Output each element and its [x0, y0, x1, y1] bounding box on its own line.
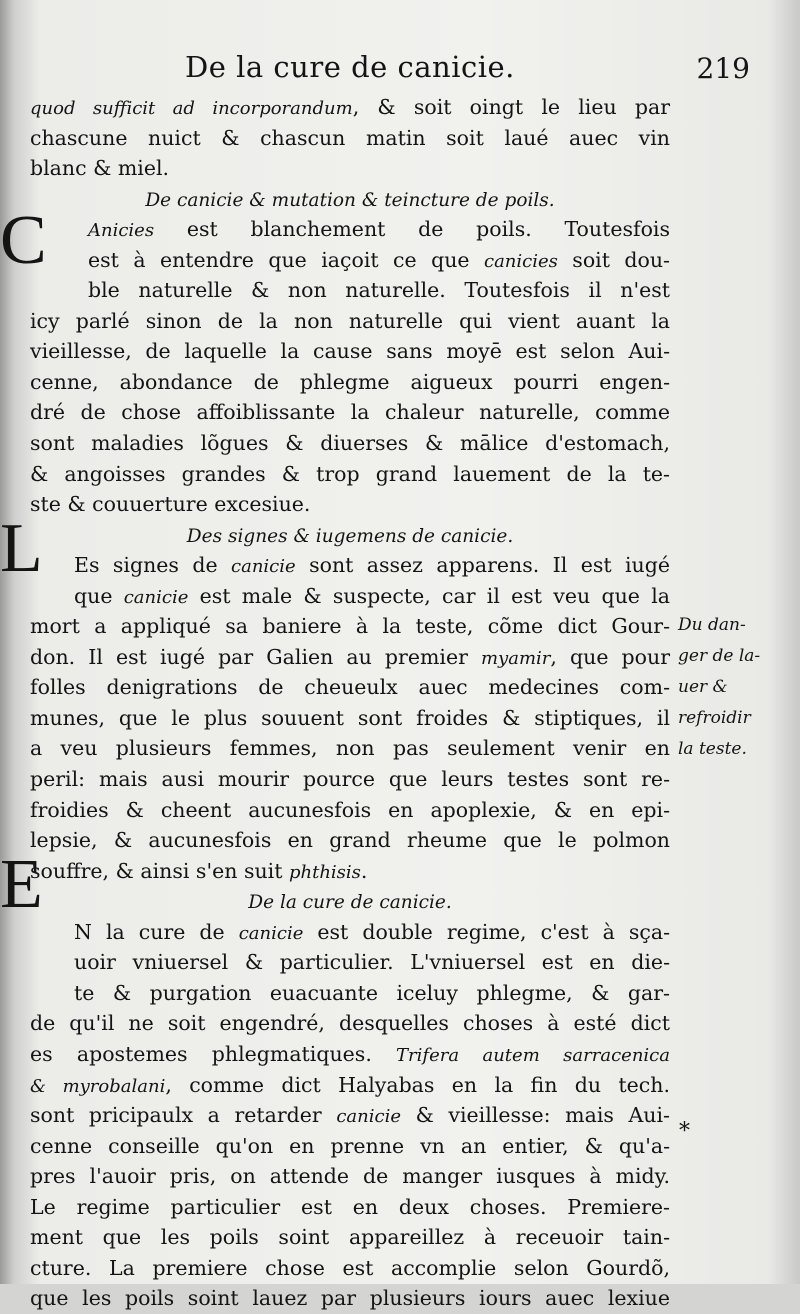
text-line [30, 795, 670, 826]
margin-note-line: la teste. [678, 739, 747, 759]
text-run: chascune nuict & chascun matin soit laué auec vin [30, 125, 670, 150]
text-run: de qu'il ne soit engendré, desquelles choses à esté dict [30, 1011, 670, 1036]
text-run: froidies & cheent aucunesfois en apoplexie, & en epi- [30, 797, 670, 822]
text-run: myamir [480, 647, 551, 669]
text-line [30, 245, 670, 276]
text-run: don. Il est iugé par Galien au premier [30, 644, 481, 669]
margin-note [678, 610, 788, 765]
text-line [30, 489, 670, 520]
text-run: vieillesse, de laquelle la cause sans moyē est selon Aui- [30, 339, 670, 364]
text-line [30, 1222, 670, 1253]
text-run: canicie [238, 922, 304, 944]
text-run: & vieillesse: mais Aui- [400, 1103, 670, 1128]
page-number: 219 [696, 52, 750, 85]
text-line [30, 550, 670, 581]
text-line [30, 764, 670, 795]
text-line [30, 672, 670, 703]
text-run: que [74, 583, 124, 608]
text-run: cenne, abondance de phlegme aigueux pourri engen- [30, 369, 670, 394]
text-run: dré de chose affoiblissante la chaleur naturelle, comme [30, 400, 670, 425]
text-run: , & soit oingt le lieu par [352, 95, 671, 119]
text-run: & angoisses grandes & trop grand lauement de la te- [30, 461, 670, 486]
text-run: peril: mais ausi mourir pource que leurs testes sont re- [30, 767, 670, 792]
text-line [30, 306, 670, 337]
text-line [30, 275, 670, 306]
text-line [30, 947, 670, 978]
text-run: blanc & miel. [30, 156, 170, 181]
text-run: cture. La premiere chose est accomplie selon Gourdõ, [30, 1255, 670, 1280]
text-run: sont maladies lõgues & diuerses & mālice d'estomach, [30, 431, 670, 456]
text-run: souffre, & ainsi s'en suit [30, 858, 289, 883]
text-run: que les poils soint lauez par plusieurs iours auec lexiue [30, 1286, 670, 1311]
text-run: , que pour [550, 644, 670, 669]
margin-note-line: Du dan- [678, 615, 746, 635]
text-line [30, 1039, 670, 1070]
text-run: es apostemes phlegmatiques. [30, 1041, 397, 1066]
text-run: cenne conseille qu'on en prenne vn an entier, & qu'a- [30, 1133, 670, 1158]
text-line [30, 1192, 670, 1223]
text-line [30, 336, 670, 367]
text-run: soit dou- [557, 247, 670, 272]
text-line [30, 367, 670, 398]
drop-cap-l: L [0, 510, 43, 587]
text-line [30, 581, 670, 612]
text-run: pres l'auoir pris, on attende de manger iusques à midy. [30, 1164, 670, 1189]
text-run: est male & suspecte, car il est veu que la [188, 583, 670, 608]
text-run: ment que les poils soint appareillez à receuoir tain- [30, 1225, 670, 1250]
text-run: quod sufficit ad incorporandum [30, 98, 353, 119]
text-line [30, 1131, 670, 1162]
text-line [30, 520, 670, 551]
text-line [30, 642, 670, 673]
text-run: est blanchement de poils. Toutesfois [154, 217, 670, 242]
text-run: mort a appliqué sa baniere à la teste, cõme dict Gour- [30, 614, 670, 639]
text-run: Trifera autem sarracenica [396, 1044, 670, 1066]
text-line [30, 1253, 670, 1284]
text-line [30, 92, 670, 123]
running-title: De la cure de canicie. [185, 50, 515, 84]
text-run: Es signes de [74, 553, 232, 578]
text-line [30, 153, 670, 184]
text-line [30, 703, 670, 734]
text-run: ste & couuerture excesiue. [30, 492, 311, 517]
text-run: & myrobalani [30, 1075, 166, 1097]
text-run: canicie [123, 586, 189, 608]
text-run: est double regime, c'est à sça- [303, 919, 671, 944]
text-run: canicies [483, 250, 558, 272]
margin-note-line: refroidir [678, 708, 751, 728]
text-line [30, 1161, 670, 1192]
text-run: folles denigrations de cheueulx auec medecines com- [30, 675, 670, 700]
body-text [30, 92, 670, 1314]
text-run: ble naturelle & non naturelle. Toutesfois il n'est [88, 278, 670, 303]
text-run: est à entendre que iaçoit ce que [88, 247, 484, 272]
section-heading: Des signes & iugemens de canicie. [186, 525, 514, 547]
text-line [30, 397, 670, 428]
text-line [30, 1070, 670, 1101]
text-run: canicie [231, 556, 296, 578]
margin-note-line: ger de la- [678, 646, 761, 666]
page-header [30, 50, 750, 96]
text-run: sont assez apparens. Il est iugé [295, 553, 671, 578]
text-run: N la cure de [74, 919, 239, 944]
text-run: phthisis [288, 861, 361, 883]
text-line [30, 611, 670, 642]
text-run: canicie [336, 1106, 401, 1128]
text-run: icy parlé sinon de la non naturelle qui vient auant la [30, 308, 670, 333]
text-line [30, 1100, 670, 1131]
text-line [30, 856, 670, 887]
text-run: lepsie, & aucunesfois en grand rheume que le polmon [30, 828, 670, 853]
text-line [30, 123, 670, 154]
text-run: te & purgation euacuante iceluy phlegme, & gar- [74, 980, 670, 1005]
text-line [30, 184, 670, 215]
drop-cap-e: E [0, 846, 43, 923]
text-line [30, 1008, 670, 1039]
text-line [30, 978, 670, 1009]
text-line [30, 825, 670, 856]
drop-cap-c: C [0, 202, 47, 279]
text-line [30, 917, 670, 948]
text-run: , comme dict Halyabas en la fin du tech. [165, 1072, 671, 1097]
text-line [30, 214, 670, 245]
text-run: uoir vniuersel & particulier. L'vniuersel est en die- [74, 950, 670, 975]
text-run: Le regime particulier est en deux choses. Premiere- [30, 1194, 670, 1219]
margin-star: * [679, 1119, 690, 1144]
text-line [30, 886, 670, 917]
text-run: . [360, 858, 368, 883]
text-line [30, 459, 670, 490]
text-line [30, 1283, 670, 1314]
text-line [30, 733, 670, 764]
text-run: sont pricipaulx a retarder [30, 1103, 337, 1128]
text-run: a veu plusieurs femmes, non pas seulement venir en [30, 736, 670, 761]
text-run: Anicies [88, 220, 155, 242]
section-heading: De la cure de canicie. [248, 892, 452, 914]
section-heading: De canicie & mutation & teincture de poils. [145, 189, 555, 211]
text-run: munes, que le plus souuent sont froides & stiptiques, il [30, 705, 670, 730]
margin-note-line: uer & [678, 677, 728, 697]
text-line [30, 428, 670, 459]
